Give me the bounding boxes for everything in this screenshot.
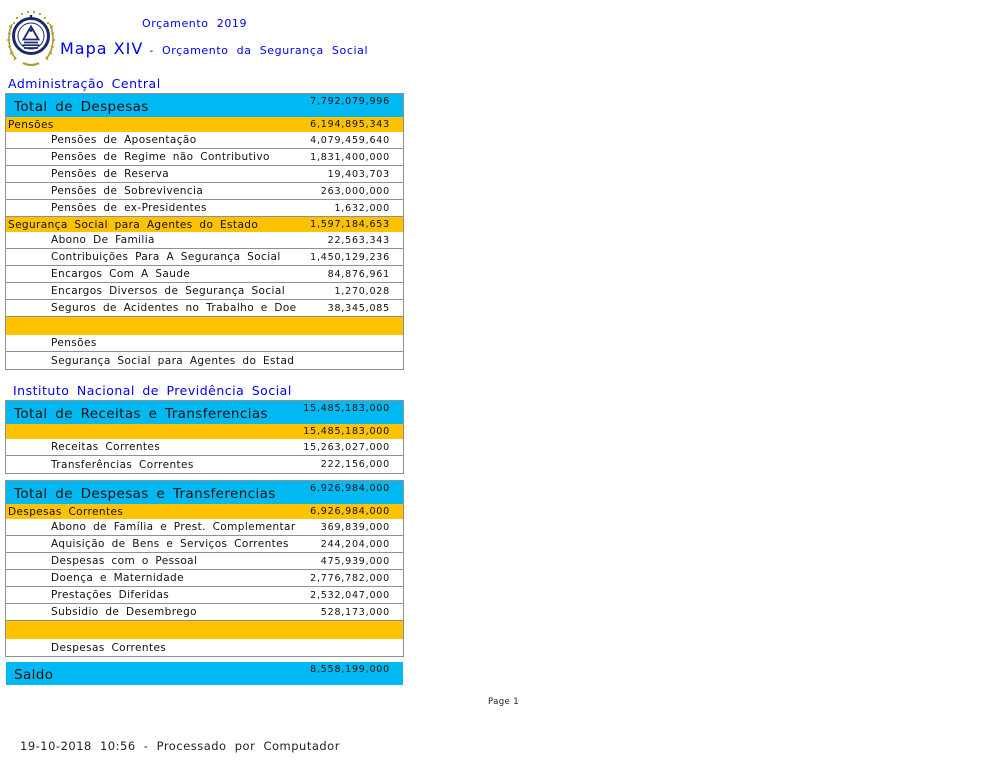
table-row-pens-es-de-ex-presidentes bbox=[6, 200, 403, 217]
row-value: 1,450,129,236 bbox=[310, 251, 390, 263]
table-row-spacer bbox=[6, 317, 403, 335]
row-label: Aquisição de Bens e Serviços Correntes bbox=[51, 538, 289, 550]
table-row-total-de-despesas bbox=[6, 94, 403, 117]
table-row-subsidio-de-desembrego bbox=[6, 604, 403, 621]
table-row-receitas-correntes bbox=[6, 439, 403, 456]
row-label: Total de Receitas e Transferencias bbox=[14, 406, 268, 422]
row-label: Encargos Diversos de Segurança Social bbox=[51, 285, 286, 297]
table-row-aquisi-o-de-bens-e-servi-os-correntes bbox=[6, 536, 403, 553]
table-row-transfer-ncias-correntes bbox=[6, 456, 403, 473]
table-row-encargos-com-a-saude bbox=[6, 266, 403, 283]
table-row-doen-a-e-maternidade bbox=[6, 570, 403, 587]
table-row-unlabeled bbox=[6, 424, 403, 439]
row-label: Abono De Familia bbox=[51, 234, 155, 246]
row-value: 38,345,085 bbox=[327, 302, 390, 314]
table-row-pens-es-de-sobrevivencia bbox=[6, 183, 403, 200]
row-value: 528,173,000 bbox=[320, 606, 390, 618]
table-row-saldo bbox=[6, 662, 403, 685]
section-heading-instituto-nacional: Instituto Nacional de Previdência Social bbox=[13, 383, 292, 398]
row-value: 15,263,027,000 bbox=[303, 441, 390, 453]
map-subtitle: - Orçamento da Segurança Social bbox=[149, 44, 369, 57]
row-label: Receitas Correntes bbox=[51, 441, 161, 453]
row-label: Total de Despesas bbox=[14, 99, 149, 115]
row-label: Pensões de Reserva bbox=[51, 168, 170, 180]
row-label: Pensões de Sobrevivencia bbox=[51, 185, 204, 197]
row-value: 1,632,000 bbox=[334, 202, 390, 214]
table-row-pens-es-de-aposenta-o bbox=[6, 132, 403, 149]
table-row-seguran-a-social-para-agentes-do-estad bbox=[6, 352, 403, 369]
table-row-abono-de-familia bbox=[6, 232, 403, 249]
row-value: 2,532,047,000 bbox=[310, 589, 390, 601]
row-value: 19,403,703 bbox=[327, 168, 390, 180]
map-title: Mapa XIV bbox=[60, 39, 144, 58]
table-row-abono-de-fam-lia-e-prest-complementar bbox=[6, 519, 403, 536]
row-label: Subsidio de Desembrego bbox=[51, 606, 197, 618]
row-label: Total de Despesas e Transferencias bbox=[14, 486, 276, 502]
table-total-de-despesas bbox=[5, 93, 404, 370]
row-label: Abono de Família e Prest. Complementar bbox=[51, 521, 296, 533]
row-label: Prestações Diferidas bbox=[51, 589, 170, 601]
table-saldo bbox=[5, 661, 404, 686]
row-label: Contribuições Para A Segurança Social bbox=[51, 251, 281, 263]
row-value: 6,194,895,343 bbox=[310, 119, 390, 130]
row-value: 2,776,782,000 bbox=[310, 572, 390, 584]
table-row-seguran-a-social-para-agentes-do-estado bbox=[6, 217, 403, 232]
table-row-pens-es-de-reserva bbox=[6, 166, 403, 183]
table-row-pens-es-de-regime-n-o-contributivo bbox=[6, 149, 403, 166]
row-value: 1,270,028 bbox=[334, 285, 390, 297]
row-label: Pensões de Aposentação bbox=[51, 134, 197, 146]
row-label: Despesas Correntes bbox=[51, 641, 167, 654]
row-value: 15,485,183,000 bbox=[303, 403, 390, 414]
row-value: 222,156,000 bbox=[320, 459, 390, 470]
row-value: 263,000,000 bbox=[320, 185, 390, 197]
processed-timestamp-note: 19-10-2018 10:56 - Processado por Computador bbox=[20, 739, 340, 753]
national-emblem-logo bbox=[5, 8, 57, 66]
table-total-de-despesas-e-transferencias bbox=[5, 480, 404, 657]
row-label: Doença e Maternidade bbox=[51, 572, 184, 584]
page-number: Page 1 bbox=[488, 697, 520, 707]
emblem-icon bbox=[5, 8, 57, 66]
table-row-presta-es-diferidas bbox=[6, 587, 403, 604]
row-label: Encargos Com A Saude bbox=[51, 268, 191, 280]
row-value: 15,485,183,000 bbox=[303, 426, 390, 437]
budget-year-title: Orçamento 2019 bbox=[142, 17, 248, 30]
row-value: 1,597,184,653 bbox=[310, 219, 390, 230]
table-row-encargos-diversos-de-seguran-a-social bbox=[6, 283, 403, 300]
section-heading-administracao-central: Administração Central bbox=[8, 76, 161, 91]
row-label: Pensões bbox=[51, 337, 97, 349]
table-row-spacer bbox=[6, 621, 403, 639]
row-value: 7,792,079,996 bbox=[310, 96, 390, 107]
row-value: 4,079,459,640 bbox=[310, 134, 390, 146]
table-row-despesas-correntes bbox=[6, 504, 403, 519]
table-row-seguros-de-acidentes-no-trabalho-e-doe bbox=[6, 300, 403, 317]
map-title-line bbox=[60, 39, 368, 58]
row-label: Pensões de ex-Presidentes bbox=[51, 202, 207, 214]
row-value: 475,939,000 bbox=[320, 555, 390, 567]
table-row-contribui-es-para-a-seguran-a-social bbox=[6, 249, 403, 266]
row-label: Saldo bbox=[14, 667, 54, 683]
table-row-despesas-correntes bbox=[6, 639, 403, 656]
table-row-total-de-despesas-e-transferencias bbox=[6, 481, 403, 504]
row-value: 6,926,984,000 bbox=[310, 506, 390, 517]
row-label: Segurança Social para Agentes do Estad bbox=[51, 354, 295, 367]
row-label: Transferências Correntes bbox=[51, 458, 194, 471]
row-label: Pensões de Regime não Contributivo bbox=[51, 151, 270, 163]
row-value: 22,563,343 bbox=[327, 234, 390, 246]
row-value: 369,839,000 bbox=[320, 521, 390, 533]
row-value: 8,558,199,000 bbox=[310, 664, 390, 675]
table-row-pens-es bbox=[6, 335, 403, 352]
table-total-de-receitas-e-transferencias bbox=[5, 400, 404, 474]
row-value: 1,831,400,000 bbox=[310, 151, 390, 163]
table-row-pens-es bbox=[6, 117, 403, 132]
row-label: Despesas Correntes bbox=[8, 505, 124, 518]
table-row-total-de-receitas-e-transferencias bbox=[6, 401, 403, 424]
row-value: 244,204,000 bbox=[320, 538, 390, 550]
table-row-despesas-com-o-pessoal bbox=[6, 553, 403, 570]
row-label: Seguros de Acidentes no Trabalho e Doe bbox=[51, 302, 297, 314]
row-value: 6,926,984,000 bbox=[310, 483, 390, 494]
row-label: Segurança Social para Agentes do Estado bbox=[8, 218, 259, 231]
row-value: 84,876,961 bbox=[327, 268, 390, 280]
row-label: Pensões bbox=[8, 118, 54, 131]
row-label: Despesas com o Pessoal bbox=[51, 555, 198, 567]
